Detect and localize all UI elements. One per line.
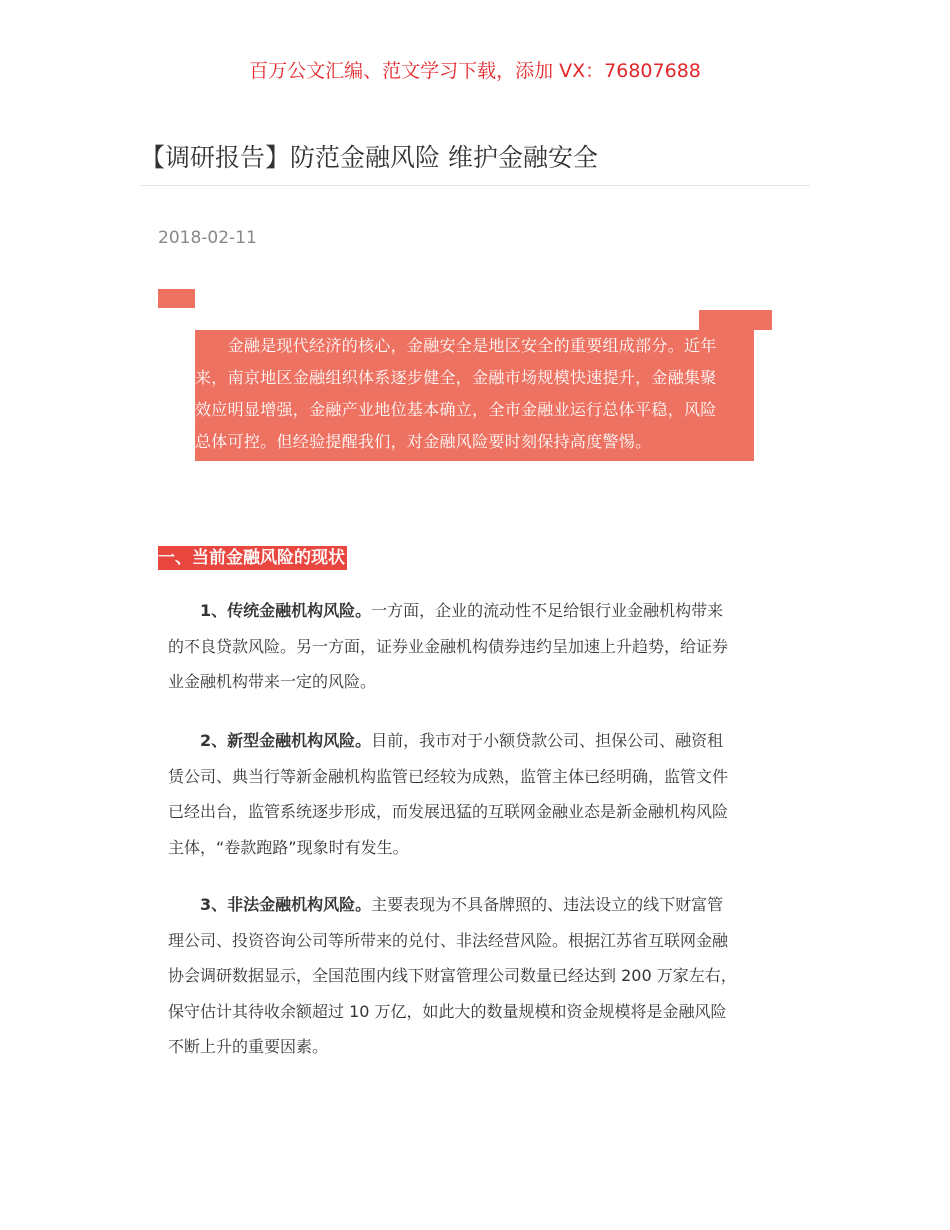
paragraph-text: 赁公司、典当行等新金融机构监管已经较为成熟，监管主体已经明确，监管文件 — [168, 766, 729, 786]
section-heading: 一、当前金融风险的现状 — [158, 548, 345, 568]
summary-line: 来，南京地区金融组织体系逐步健全，金融市场规模快速提升，金融集聚 — [195, 368, 717, 387]
paragraph-text: 主体，“卷款跑路”现象时有发生。 — [168, 837, 409, 857]
summary-line: 效应明显增强，金融产业地位基本确立，全市金融业运行总体平稳，风险 — [195, 400, 717, 419]
summary-line: 总体可控。但经验提醒我们，对金融风险要时刻保持高度警惕。 — [195, 432, 652, 451]
paragraph-text: 目前，我市对于小额贷款公司、担保公司、融资租 — [371, 731, 724, 750]
page-title: 【调研报告】防范金融风险 维护金融安全 — [140, 143, 598, 172]
paragraph-text: 协会调研数据显示，全国范围内线下财富管理公司数量已经达到 200 万家左右， — [168, 966, 737, 985]
paragraph-text: 理公司、投资咨询公司等所带来的兑付、非法经营风险。根据江苏省互联网金融 — [168, 930, 729, 950]
paragraph-text: 一方面，企业的流动性不足给银行业金融机构带来 — [371, 601, 724, 620]
paragraph-lead: 2、新型金融机构风险。 — [168, 731, 372, 750]
paragraph-text: 的不良贷款风险。另一方面，证券业金融机构债券违约呈加速上升趋势，给证券 — [168, 636, 729, 656]
promo-banner: 百万公文汇编、范文学习下载，添加 VX：76807688 — [249, 60, 701, 82]
paragraph-lead: 1、传统金融机构风险。 — [168, 601, 372, 620]
paragraph-text: 主要表现为不具备牌照的、违法设立的线下财富管 — [371, 895, 724, 914]
paragraph-text: 已经出台，监管系统逐步形成，而发展迅猛的互联网金融业态是新金融机构风险 — [168, 802, 729, 821]
paragraph-1 — [168, 593, 788, 700]
highlight-summary — [195, 330, 754, 461]
paragraph-3 — [168, 887, 788, 1065]
summary-line: 金融是现代经济的核心，金融安全是地区安全的重要组成部分。近年 — [195, 336, 717, 355]
paragraph-lead: 3、非法金融机构风险。 — [168, 895, 372, 914]
paragraph-text: 不断上升的重要因素。 — [168, 1037, 329, 1056]
publish-date: 2018-02-11 — [158, 228, 257, 248]
decorative-block — [158, 289, 195, 308]
paragraph-2 — [168, 723, 788, 865]
paragraph-text: 业金融机构带来一定的风险。 — [168, 672, 377, 691]
decorative-block — [699, 310, 772, 330]
title-divider — [140, 185, 810, 186]
paragraph-text: 保守估计其待收余额超过 10 万亿，如此大的数量规模和资金规模将是金融风险 — [168, 1001, 727, 1021]
